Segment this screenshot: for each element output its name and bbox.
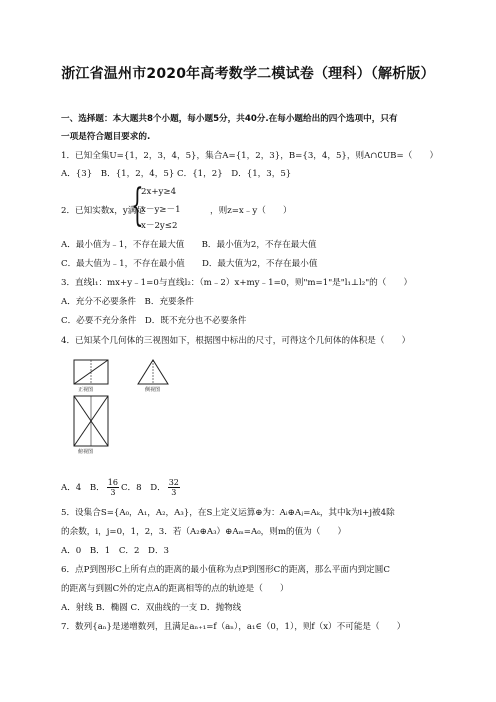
side-view bbox=[138, 360, 168, 384]
fraction-numerator: 16 bbox=[107, 478, 118, 487]
section-heading-cont: 一项是符合题目要求的. bbox=[61, 132, 151, 142]
brace-icon: { bbox=[131, 180, 144, 231]
option-a-b-label: A．4 B． bbox=[61, 483, 105, 493]
fraction-16-3 bbox=[107, 478, 119, 497]
option-c-d-label: C．8 D． bbox=[120, 483, 166, 493]
question-5-cont: 的余数，i，j=0，1，2，3．若（A₂⊕A₃）⊕Aₘ=A₀，则m的值为（ ） bbox=[61, 527, 347, 537]
fraction-32-3 bbox=[168, 478, 180, 497]
question-2-options-cd: C．最大值为﹣1，不存在最小值 D．最大值为2，不存在最小值 bbox=[61, 259, 318, 269]
question-2-options-ab: A．最小值为﹣1，不存在最大值 B．最小值为2，不存在最大值 bbox=[61, 240, 317, 250]
question-4: 4．已知某个几何体的三视图如下，根据图中标出的尺寸，可得这个几何体的体积是（ ） bbox=[61, 336, 411, 346]
question-2-suffix: ，则z=x﹣y（ ） bbox=[210, 206, 292, 216]
fraction-denominator: 3 bbox=[110, 488, 116, 497]
question-6-cont: 的距离与到圆C外的定点A的距离相等的点的轨迹是（ ） bbox=[61, 584, 289, 594]
fraction-denominator: 3 bbox=[171, 488, 177, 497]
question-3-options-ab: A．充分不必要条件 B．充要条件 bbox=[61, 297, 194, 307]
top-view-label: 俯视图 bbox=[78, 449, 94, 455]
question-3-options-cd: C．必要不充分条件 D．既不充分也不必要条件 bbox=[61, 316, 247, 326]
question-1: 1．已知全集U={1，2，3，4，5}，集合A={1，2，3}，B={3，4，5}，则A∩∁UB=（ ） bbox=[61, 151, 439, 161]
question-3: 3．直线l₁：mx+y﹣1=0与直线l₂：（m﹣2）x+my﹣1=0，则"m=1"是"l₁⊥l₂"的（ ） bbox=[61, 278, 413, 288]
inequality-row: x－y≥－1 bbox=[141, 205, 181, 215]
inequality-row: 2x+y≥4 bbox=[141, 187, 177, 197]
top-view bbox=[74, 396, 108, 446]
question-4-options bbox=[61, 478, 182, 497]
question-6: 6．点P到图形C上所有点的距离的最小值称为点P到图形C的距离，那么平面内到定圆C bbox=[61, 565, 390, 575]
question-1-options: A．{3} B．{1，2，4，5} C．{1，2} D．{1，3，5} bbox=[61, 169, 292, 179]
inequality-system bbox=[131, 180, 211, 232]
front-view bbox=[74, 360, 108, 384]
front-view-label: 正视图 bbox=[78, 387, 94, 393]
fraction-numerator: 32 bbox=[168, 478, 179, 487]
document-title: 浙江省温州市2020年高考数学二模试卷（理科）（解析版） bbox=[61, 66, 435, 82]
question-5-options: A．0 B．1 C．2 D．3 bbox=[61, 546, 170, 556]
side-view-label: 侧视图 bbox=[145, 387, 161, 393]
question-2-prefix: 2．已知实数x，y满足 bbox=[61, 206, 145, 216]
question-6-options: A．射线 B．椭圆 C．双曲线的一支 D．抛物线 bbox=[61, 603, 242, 613]
question-5: 5．设集合S={A₀，A₁，A₂，A₃}，在S上定义运算⊕为：Aᵢ⊕Aⱼ=Aₖ，其中k为i+j被4除 bbox=[61, 508, 395, 518]
question-7: 7．数列{aₙ}是递增数列，且满足aₙ₊₁=f（aₙ），a₁∈（0，1），则f（x）不可能是（ ） bbox=[61, 622, 406, 632]
inequality-row: x－2y≤2 bbox=[141, 221, 178, 231]
section-heading: 一、选择题：本大题共8个小题，每小题5分，共40分.在每小题给出的四个选项中，只有 bbox=[61, 114, 398, 124]
three-views-figure bbox=[72, 358, 202, 458]
